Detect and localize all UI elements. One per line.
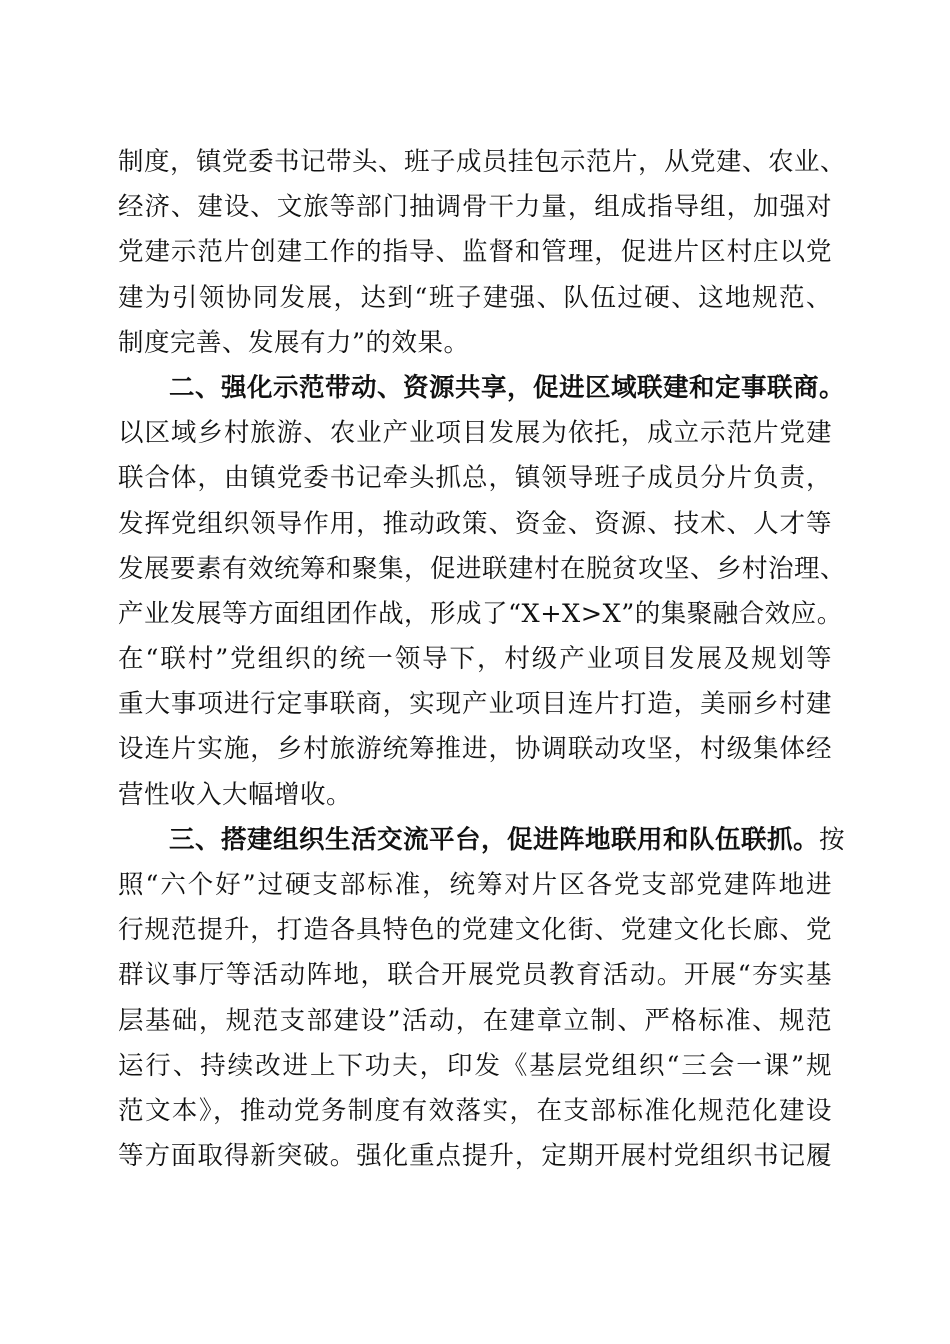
text-line: 层基础，规范支部建设”活动，在建章立制、严格标准、规范 bbox=[118, 1005, 832, 1036]
text-line: 范文本》，推动党务制度有效落实，在支部标准化规范化建设 bbox=[118, 1095, 832, 1126]
paragraph-3 bbox=[118, 818, 846, 1180]
text-line: 党建示范片创建工作的指导、监督和管理，促进片区村庄以党 bbox=[118, 237, 832, 268]
text-line: 照“六个好”过硬支部标准，统筹对片区各党支部党建阵地进 bbox=[118, 870, 832, 900]
text-line: 制度完善、发展有力”的效果。 bbox=[118, 327, 470, 358]
text-line: 运行、持续改进上下功夫，印发《基层党组织“三会一课”规 bbox=[118, 1050, 832, 1081]
text-line: 产业发展等方面组团作战，形成了“X+X>X”的集聚融合效应。 bbox=[118, 598, 843, 629]
text-line: 联合体，由镇党委书记牵头抓总，镇领导班子成员分片负责， bbox=[118, 463, 832, 494]
text-line: 在“联村”党组织的统一领导下，村级产业项目发展及规划等 bbox=[118, 644, 832, 675]
section-heading-line bbox=[118, 818, 846, 863]
text-line: 发挥党组织领导作用，推动政策、资金、资源、技术、人才等 bbox=[118, 508, 832, 539]
text-line: 群议事厅等活动阵地，联合开展党员教育活动。开展“夯实基 bbox=[118, 960, 832, 991]
section-heading: 三、搭建组织生活交流平台，促进阵地联用和队伍联抓。 bbox=[169, 824, 820, 855]
text-line: 建为引领协同发展，达到“班子建强、队伍过硬、这地规范、 bbox=[118, 282, 832, 313]
text-line: 等方面取得新突破。强化重点提升，定期开展村党组织书记履 bbox=[118, 1141, 832, 1172]
text-line: 设连片实施，乡村旅游统筹推进，协调联动攻坚，村级集体经 bbox=[118, 734, 832, 765]
text-line: 发展要素有效统筹和聚集，促进联建村在脱贫攻坚、乡村治理、 bbox=[118, 553, 847, 584]
paragraph-2 bbox=[118, 366, 847, 818]
section-heading: 二、强化示范带动、资源共享，促进区域联建和定事联商。 bbox=[169, 372, 846, 403]
text-line: 重大事项进行定事联商，实现产业项目连片打造，美丽乡村建 bbox=[118, 689, 832, 720]
text-line: 经济、建设、文旅等部门抽调骨干力量，组成指导组，加强对 bbox=[118, 192, 832, 223]
text-line: 营性收入大幅增收。 bbox=[118, 779, 353, 810]
heading-tail-text: 按 bbox=[819, 824, 846, 855]
text-line: 行规范提升，打造各具特色的党建文化街、党建文化长廊、党 bbox=[118, 915, 832, 946]
paragraph-1 bbox=[118, 140, 847, 366]
text-line: 以区域乡村旅游、农业产业项目发展为依托，成立示范片党建 bbox=[118, 418, 832, 449]
document-page bbox=[118, 140, 847, 1179]
text-line: 制度，镇党委书记带头、班子成员挂包示范片，从党建、农业、 bbox=[118, 147, 847, 177]
